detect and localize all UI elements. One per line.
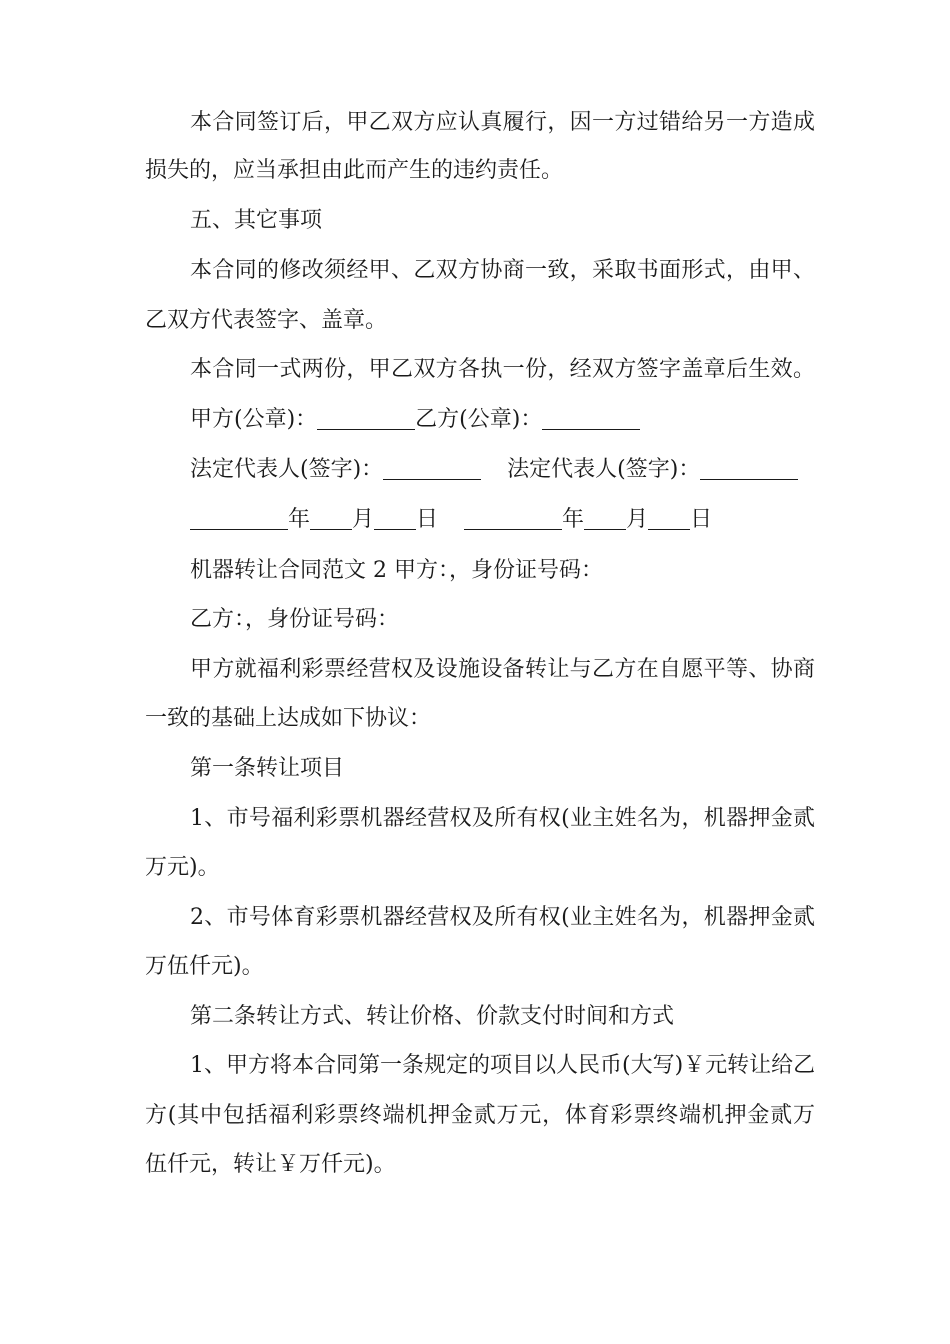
paragraph-line: 1、甲方将本合同第一条规定的项目以人民币(大写)￥元转让给乙 [190,1053,816,1078]
rep-a-label: 法定代表人(签字)： [190,457,384,482]
representative-line [190,455,815,485]
paragraph-line: 乙双方代表签字、盖章。 [145,308,388,333]
paragraph-line: 方(其中包括福利彩票终端机押金贰万元，体育彩票终端机押金贰万 [145,1103,815,1128]
rep-b-blank [700,457,798,480]
date-a-day-label: 日 [416,507,439,532]
date-b-year-blank [464,507,562,530]
date-b-year-label: 年 [562,507,585,532]
paragraph-line: 本合同的修改须经甲、乙双方协商一致，采取书面形式，由甲、 [190,258,815,283]
article-heading: 第二条转让方式、转让价格、价款支付时间和方式 [190,1004,675,1029]
date-a-day-blank [374,507,416,530]
paragraph-line: 甲方就福利彩票经营权及设施设备转让与乙方在自愿平等、协商 [190,657,815,682]
section-heading: 五、其它事项 [190,208,323,233]
rep-b-label: 法定代表人(签字)： [507,457,701,482]
paragraph-line: 本合同签订后，甲乙双方应认真履行，因一方过错给另一方造成 [190,110,815,135]
list-item-line: 万伍仟元)。 [145,954,264,979]
paragraph-line: 伍仟元，转让￥万仟元)。 [145,1152,396,1177]
date-b-day-label: 日 [690,507,713,532]
party-b-seal-label: 乙方(公章)： [415,407,543,432]
paragraph-line: 损失的，应当承担由此而产生的违约责任。 [145,158,564,183]
date-b-month-label: 月 [626,507,649,532]
date-a-year-blank [190,507,288,530]
paragraph-line: 一致的基础上达成如下协议： [145,706,432,731]
article-heading: 第一条转让项目 [190,756,345,781]
party-a-seal-label: 甲方(公章)： [190,407,318,432]
seal-line [190,405,815,435]
party-b-line: 乙方：，身份证号码： [190,607,400,632]
list-item-line: 1、市号福利彩票机器经营权及所有权(业主姓名为，机器押金贰 [190,806,815,831]
rep-a-blank [383,457,481,480]
date-line [190,505,815,535]
date-b-month-blank [584,507,626,530]
date-a-month-blank [310,507,352,530]
list-item-line: 2、市号体育彩票机器经营权及所有权(业主姓名为，机器押金贰 [190,905,815,930]
date-b-day-blank [648,507,690,530]
party-a-seal-blank [317,407,415,430]
list-item-line: 万元)。 [145,855,220,880]
date-a-year-label: 年 [288,507,311,532]
party-b-seal-blank [542,407,640,430]
document-title: 机器转让合同范文 2 甲方：，身份证号码： [190,558,603,583]
paragraph-line: 本合同一式两份，甲乙双方各执一份，经双方签字盖章后生效。 [190,357,815,382]
date-a-month-label: 月 [352,507,375,532]
